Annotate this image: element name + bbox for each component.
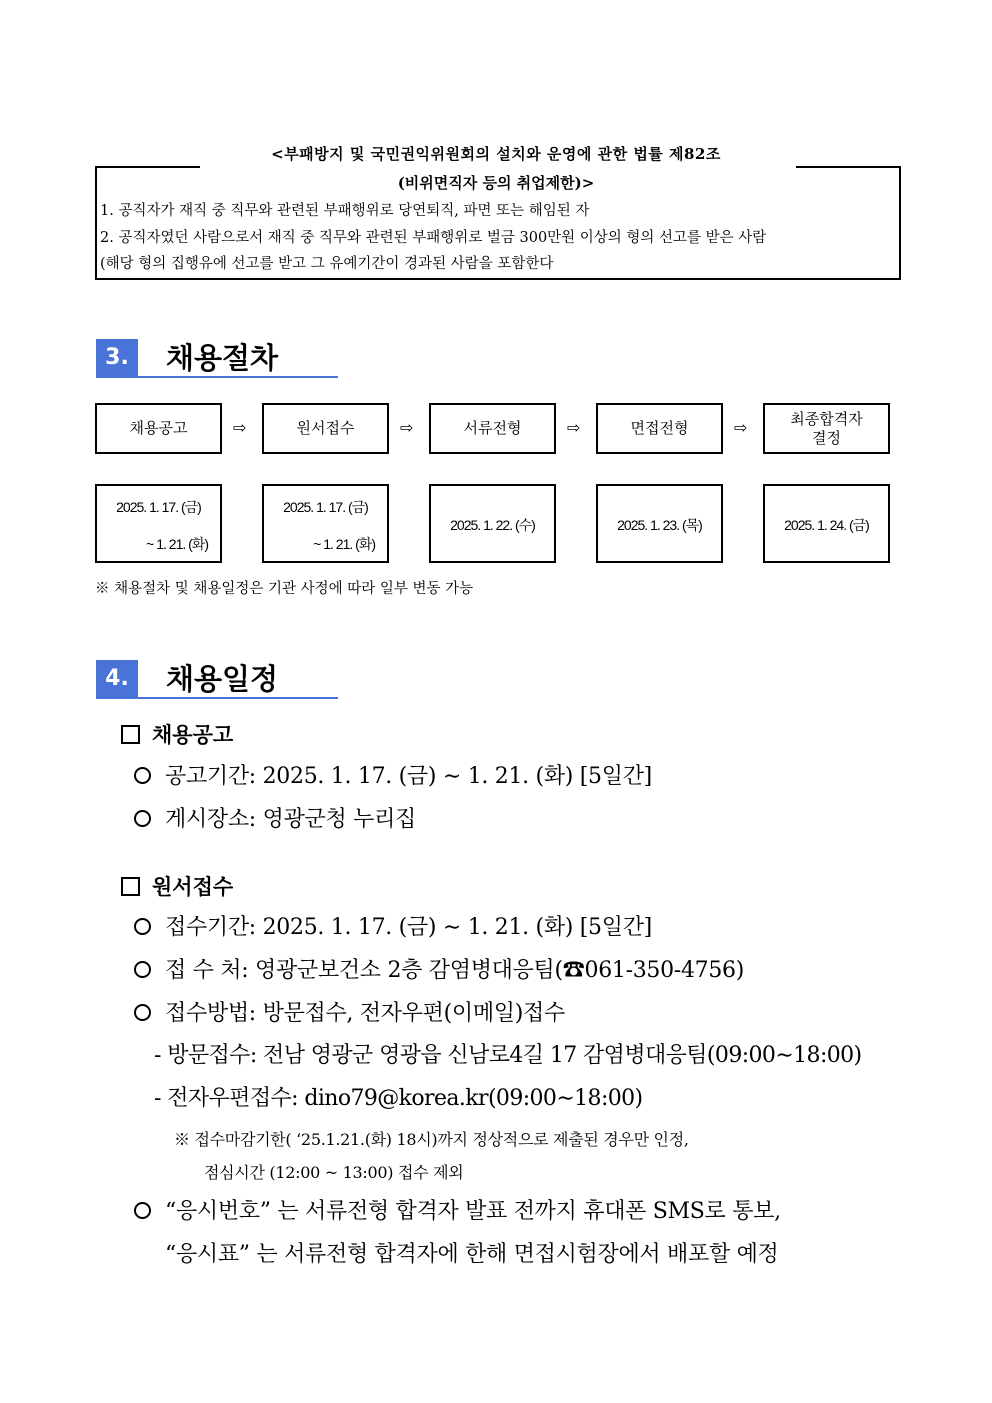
- list-item: [134, 956, 744, 986]
- law-title: <부패방지 및 국민권익위원회의 설치와 운영에 관한 법률 제82조: [271, 145, 721, 163]
- circle-bullet-icon: [134, 918, 151, 935]
- group-heading-announcement: [121, 721, 233, 749]
- circle-bullet-icon: [134, 1004, 151, 1021]
- step-box-application: [262, 403, 389, 454]
- law-line-1: 1. 공직자가 재직 중 직무와 관련된 부패행위로 당연퇴직, 파면 또는 해임된 자: [100, 203, 590, 219]
- section-3-title: 채용절차: [166, 341, 279, 375]
- date-box-document-screening: [429, 484, 556, 563]
- step-box-announcement: [95, 403, 222, 454]
- date: 2025. 1. 24. (금): [784, 517, 869, 533]
- circle-bullet-icon: [134, 767, 151, 784]
- list-item-text: 접수기간: 2025. 1. 17. (금) ∼ 1. 21. (화) [5일간]: [165, 915, 652, 940]
- list-item: [134, 805, 416, 835]
- arrow-icon: ⇨: [567, 418, 581, 437]
- arrow-icon: ⇨: [734, 418, 748, 437]
- arrow-icon: ⇨: [233, 418, 247, 437]
- list-item: [134, 1197, 781, 1227]
- date-start: 2025. 1. 17. (금): [283, 499, 368, 515]
- date: 2025. 1. 22. (수): [450, 517, 535, 533]
- deadline-note: ※ 접수마감기한( ‘25.1.21.(화) 18시)까지 정상적으로 제출된 경우만 인정,: [174, 1130, 689, 1149]
- step-label: 원서접수: [296, 419, 355, 437]
- arrow-icon: ⇨: [400, 418, 414, 437]
- section-4-title: 채용일정: [166, 662, 279, 696]
- step-label: 서류전형: [463, 419, 522, 437]
- circle-bullet-icon: [134, 961, 151, 978]
- step-label: 최종합격자 결정: [790, 409, 863, 447]
- schedule-change-note: ※ 채용절차 및 채용일정은 기관 사정에 따라 일부 변동 가능: [95, 581, 474, 597]
- section-3-number: 3.: [96, 339, 138, 377]
- law-line-2: 2. 공직자였던 사람으로서 재직 중 직무와 관련된 부패행위로 벌금 300만원 이상의 형의 선고를 받은 사람: [100, 230, 767, 246]
- checkbox-square-icon: [121, 877, 140, 896]
- step-box-final-decision: [763, 403, 890, 454]
- lunch-note: 점심시간 (12:00 ~ 13:00) 접수 제외: [204, 1163, 464, 1182]
- list-item: [134, 762, 652, 792]
- step-label: 채용공고: [129, 419, 188, 437]
- law-subtitle: (비위면직자 등의 취업제한)>: [397, 174, 595, 192]
- section-4-number: 4.: [96, 660, 138, 698]
- group-heading-label: 채용공고: [152, 722, 234, 747]
- sub-item-visit: - 방문접수: 전남 영광군 영광읍 신남로4길 17 감염병대응팀(09:00∼18:00): [154, 1043, 862, 1068]
- date-box-interview: [596, 484, 723, 563]
- list-item: [134, 913, 652, 943]
- date-end: ~ 1. 21. (화): [313, 536, 375, 552]
- list-item-text: 게시장소: 영광군청 누리집: [165, 807, 416, 832]
- checkbox-square-icon: [121, 725, 140, 744]
- circle-bullet-icon: [134, 1202, 151, 1219]
- date-box-announcement: [95, 484, 222, 563]
- list-item-continuation: “응시표” 는 서류전형 합격자에 한해 면접시험장에서 배포할 예정: [165, 1242, 779, 1267]
- step-box-interview: [596, 403, 723, 454]
- group-heading-label: 원서접수: [152, 874, 234, 899]
- list-item-text: 공고기간: 2025. 1. 17. (금) ∼ 1. 21. (화) [5일간]: [165, 764, 652, 789]
- date: 2025. 1. 23. (목): [617, 517, 702, 533]
- date-start: 2025. 1. 17. (금): [116, 499, 201, 515]
- date-box-final-decision: [763, 484, 890, 563]
- circle-bullet-icon: [134, 810, 151, 827]
- list-item-text: “응시번호” 는 서류전형 합격자 발표 전까지 휴대폰 SMS로 통보,: [165, 1199, 781, 1224]
- date-end: ~ 1. 21. (화): [146, 536, 208, 552]
- date-box-application: [262, 484, 389, 563]
- section-4-underline: [96, 697, 338, 699]
- group-heading-application: [121, 873, 233, 901]
- step-box-document-screening: [429, 403, 556, 454]
- section-3-underline: [96, 376, 338, 378]
- sub-item-email: - 전자우편접수: dino79@korea.kr(09:00∼18:00): [154, 1086, 643, 1111]
- step-label: 면접전형: [630, 419, 689, 437]
- law-line-3: (해당 형의 집행유에 선고를 받고 그 유예기간이 경과된 사람을 포함한다: [100, 256, 554, 272]
- list-item-text: 접 수 처: 영광군보건소 2층 감염병대응팀(☎061-350-4756): [165, 958, 745, 983]
- list-item: [134, 999, 565, 1029]
- list-item-text: 접수방법: 방문접수, 전자우편(이메일)접수: [165, 1001, 565, 1026]
